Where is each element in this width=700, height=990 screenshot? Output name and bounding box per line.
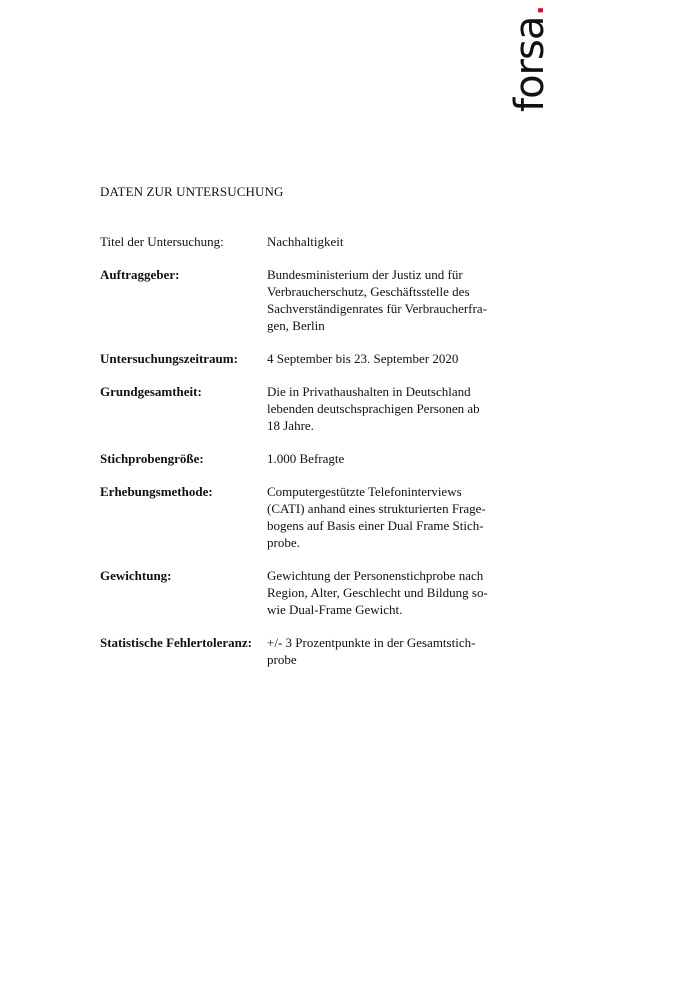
forsa-logo-dot: . [507,4,553,17]
detail-value: 1.000 Befragte [267,451,345,466]
detail-label: Erhebungsmethode: [100,484,213,499]
detail-value: Gewichtung der Personenstichprobe nach Region, Alter, Geschlecht und Bildung so- wie Dual-Frame Gewicht. [267,568,488,617]
detail-label: Gewichtung: [100,568,172,583]
detail-row-error-tolerance [100,634,520,668]
detail-value: Computergestützte Telefoninterviews (CATI) anhand eines strukturierten Frage- bogens auf Basis einer Dual Frame Stich- probe. [267,484,486,550]
detail-value: 4 September bis 23. September 2020 [267,351,459,366]
detail-row-method [100,483,520,551]
detail-row-population [100,383,520,434]
detail-label: Untersuchungszeitraum: [100,351,238,366]
detail-row-weighting [100,567,520,618]
forsa-logo-text [507,5,553,112]
detail-label: Statistische Fehlertoleranz: [100,635,252,650]
detail-label: Auftraggeber: [100,267,180,282]
forsa-logo [505,4,555,114]
detail-value: +/- 3 Prozentpunkte in der Gesamtstich- probe [267,635,476,667]
detail-row-sample-size [100,450,520,467]
forsa-logo-wordmark: forsa [507,16,553,112]
detail-label: Titel der Untersuchung: [100,234,224,249]
detail-row-client [100,266,520,334]
detail-label: Stichprobengröße: [100,451,204,466]
detail-row-period [100,350,520,367]
detail-row-title [100,233,520,250]
page-heading: DATEN ZUR UNTERSUCHUNG [100,184,284,199]
study-details-list [100,233,520,684]
detail-value: Die in Privathaushalten in Deutschland lebenden deutschsprachigen Personen ab 18 Jahre. [267,384,480,433]
detail-value: Nachhaltigkeit [267,234,344,249]
detail-value: Bundesministerium der Justiz und für Verbraucherschutz, Geschäftsstelle des Sachverständigenrates für Verbraucherfra- gen, Berlin [267,267,487,333]
detail-label: Grundgesamtheit: [100,384,202,399]
